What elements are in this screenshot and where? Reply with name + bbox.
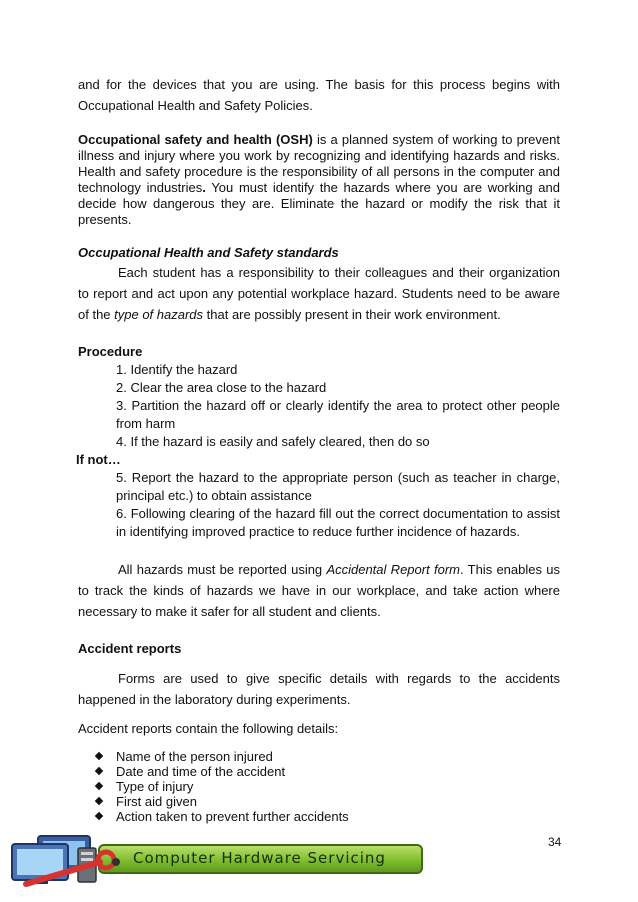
- reporting-text-1: All hazards must be reported using: [118, 562, 327, 577]
- square-bullet-icon: [95, 752, 103, 760]
- list-item: Name of the person injured: [96, 749, 560, 764]
- procedure-step-1: 1. Identify the hazard: [116, 362, 238, 377]
- reporting-italic: Accidental Report form: [326, 562, 460, 577]
- list-item: Action taken to prevent further accidents: [96, 809, 560, 824]
- reporting-paragraph: [78, 559, 560, 622]
- square-bullet-icon: [95, 812, 103, 820]
- intro-text: and for the devices that you are using. The basis for this process begins with Occupational Health and Safety Policies.: [78, 77, 560, 113]
- osh-text-1: is a planned system of working to prevent illness and injury where you work by recognizing and identifying hazards and risks. Health and safety procedure is the responsibility of all persons in the computer and technology industries: [78, 132, 560, 195]
- computer-icon: [8, 832, 138, 888]
- accident-details-list: [78, 749, 560, 824]
- procedure-step-2: 2. Clear the area close to the hazard: [116, 380, 327, 395]
- osh-bold-period: .: [202, 180, 206, 195]
- square-bullet-icon: [95, 782, 103, 790]
- standards-paragraph: [78, 262, 560, 325]
- page-content: [78, 74, 560, 824]
- footer-banner: [8, 832, 428, 888]
- square-bullet-icon: [95, 767, 103, 775]
- procedure-step-4: 4. If the hazard is easily and safely cleared, then do so: [116, 434, 430, 449]
- banner-title: Computer Hardware Servicing: [133, 849, 386, 867]
- procedure-heading: Procedure: [78, 344, 143, 359]
- accident-reports-text: Forms are used to give specific details with regards to the accidents happened in the laboratory during experiments.: [78, 671, 560, 707]
- square-bullet-icon: [95, 797, 103, 805]
- standards-text-2: that are possibly present in their work environment.: [203, 307, 501, 322]
- list-item: Date and time of the accident: [96, 764, 560, 779]
- list-item: Type of injury: [96, 779, 560, 794]
- standards-text-1: Each student has a responsibility to their colleagues and their organization to report and act upon any potential workplace hazard. Students need to be aware of the: [78, 265, 560, 322]
- if-not-label: If not…: [76, 452, 121, 467]
- page-number: 34: [548, 835, 562, 849]
- standards-heading: Occupational Health and Safety standards: [78, 245, 339, 260]
- accident-reports-intro: Accident reports contain the following details:: [78, 721, 339, 736]
- osh-paragraph: [78, 132, 560, 228]
- reporting-text-2: . This enables us to track the kinds of hazards we have in our workplace, and take action where necessary to make it safer for all student and clients.: [78, 562, 560, 619]
- accident-reports-heading: Accident reports: [78, 641, 182, 656]
- osh-text-2: You must identify the hazards where you are working and decide how dangerous they are. Eliminate the hazard or modify the risk that it presents.: [78, 180, 560, 227]
- standards-italic: type of hazards: [114, 307, 204, 322]
- procedure-step-6: 6. Following clearing of the hazard fill out the correct documentation to assist in identifying improved practice to reduce further incidence of hazards.: [116, 506, 560, 539]
- procedure-step-3: 3. Partition the hazard off or clearly identify the area to protect other people from harm: [116, 398, 560, 431]
- accident-reports-paragraph: [78, 668, 560, 710]
- list-item: First aid given: [96, 794, 560, 809]
- intro-paragraph: [78, 74, 560, 116]
- osh-term: Occupational safety and health (OSH): [78, 132, 313, 147]
- procedure-step-5: 5. Report the hazard to the appropriate person (such as teacher in charge, principal etc.) to obtain assistance: [116, 470, 560, 503]
